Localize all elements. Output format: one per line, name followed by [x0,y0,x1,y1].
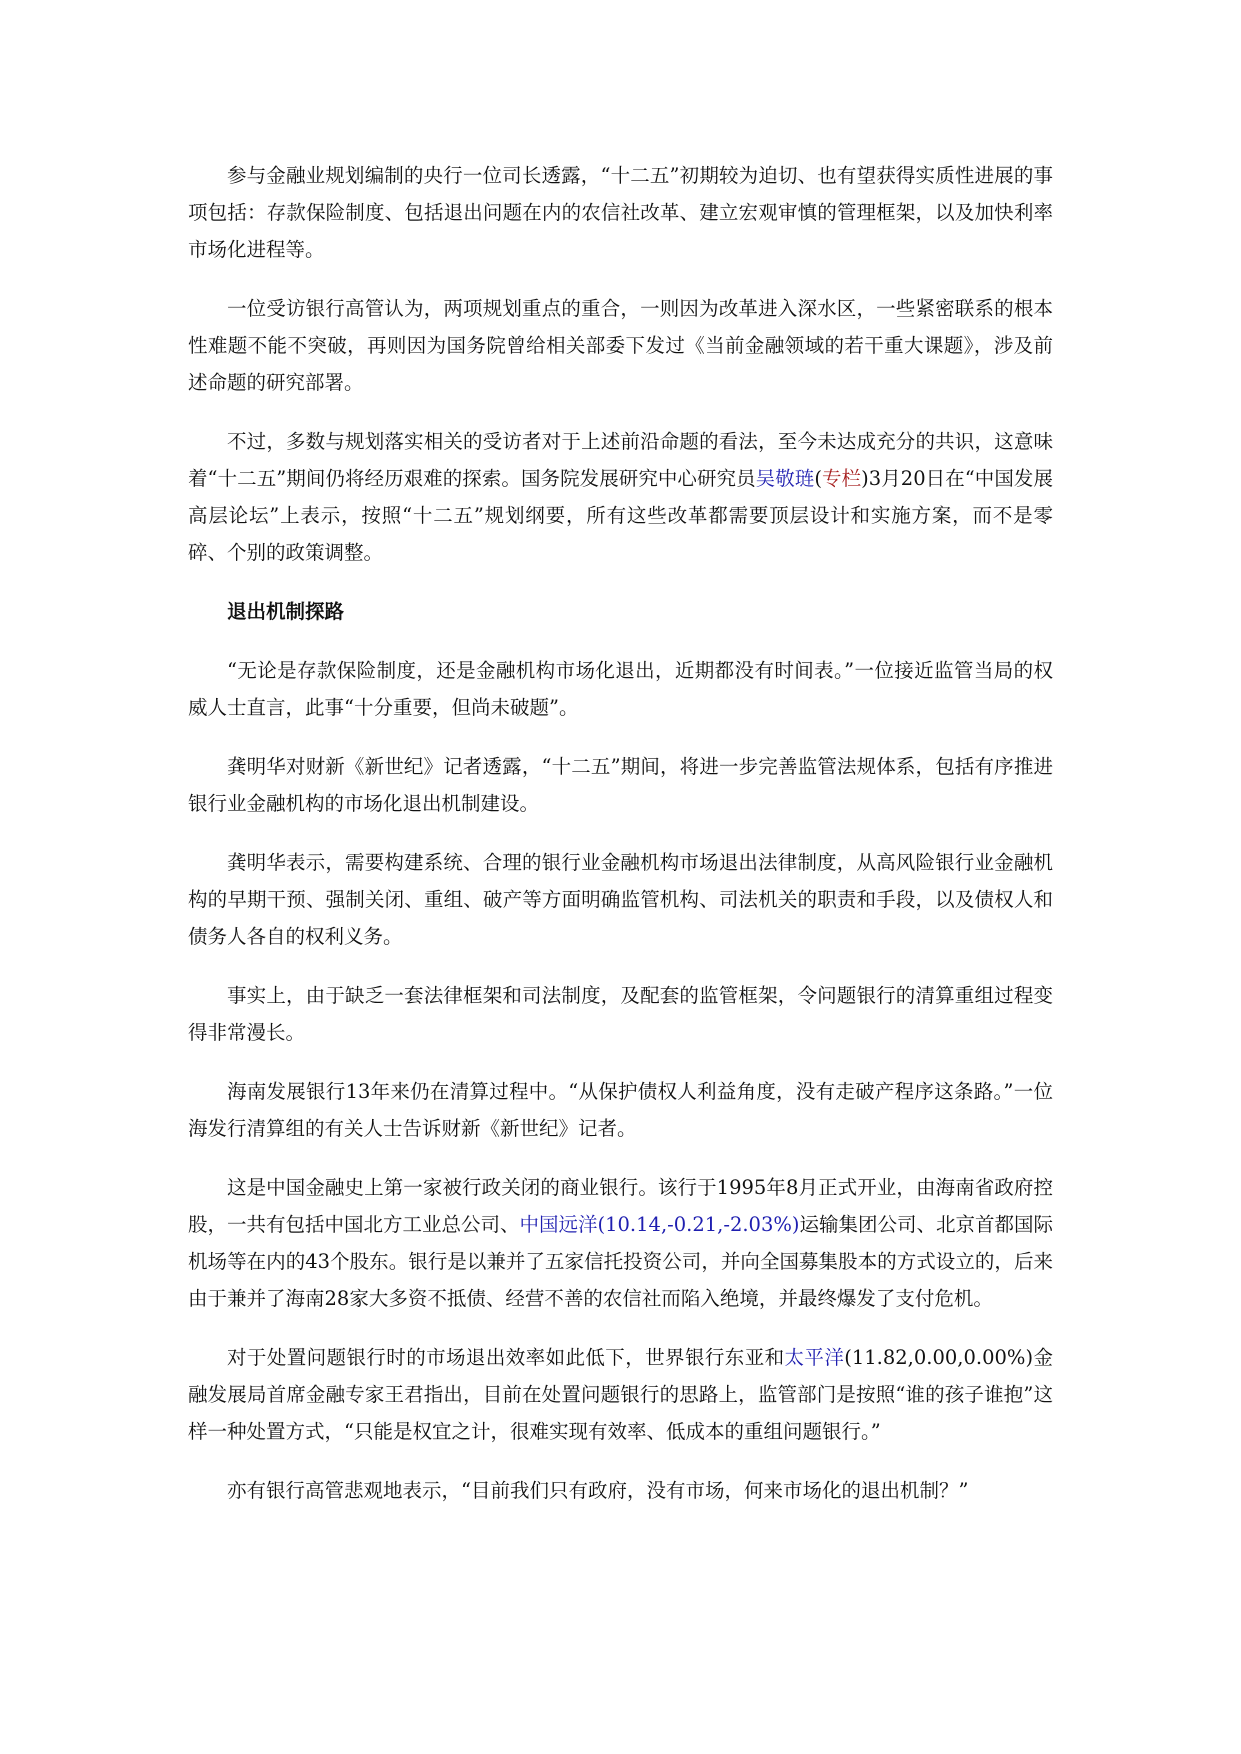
paren-close: ) [861,467,869,490]
paragraph-3-text-before: 不过，多数与规划落实相关的受访者对于上述前沿命题的看法，至今未达成充分的共识，这意味着“十二五”期间仍将经历艰难的探索。国务院发展研究中心研究员 [188,430,1053,490]
article-body [188,157,1053,1531]
paren-open: ( [814,467,822,490]
paragraph-5: 龚明华对财新《新世纪》记者透露，“十二五”期间，将进一步完善监管法规体系，包括有序推进银行业金融机构的市场化退出机制建设。 [188,755,1053,815]
paragraph-3 [188,423,1053,571]
paragraph-10-text-after: (11.82,0.00,0.00%)金融发展局首席金融专家王君指出，目前在处置问题银行的思路上，监管部门是按照“谁的孩子谁抱”这样一种处置方式，“只能是权宜之计，很难实现有效率、低成本的重组问题银行。” [188,1346,1053,1443]
column-link[interactable]: 专栏 [821,467,862,490]
paragraph-11: 亦有银行高管悲观地表示，“目前我们只有政府，没有市场，何来市场化的退出机制？” [227,1479,969,1502]
paragraph-9 [188,1169,1053,1317]
stock-link-pacific[interactable]: 太平洋 [784,1346,845,1369]
stock-link-cosco[interactable]: 中国远洋(10.14,-0.21,-2.03%) [519,1213,800,1236]
paragraph-9-text-before: 这是中国金融史上第一家被行政关闭的商业银行。该行于1995年8月正式开业，由海南省政府控股，一共有包括中国北方工业总公司、 [188,1176,1053,1236]
paragraph-2: 一位受访银行高管认为，两项规划重点的重合，一则因为改革进入深水区，一些紧密联系的根本性难题不能不突破，再则因为国务院曾给相关部委下发过《当前金融领域的若干重大课题》，涉及前述命题的研究部署。 [188,297,1053,394]
paragraph-10 [188,1339,1053,1450]
paragraph-8: 海南发展银行13年来仍在清算过程中。“从保护债权人利益角度，没有走破产程序这条路。”一位海发行清算组的有关人士告诉财新《新世纪》记者。 [188,1080,1053,1140]
paragraph-9-text-after: 运输集团公司、北京首都国际机场等在内的43个股东。银行是以兼并了五家信托投资公司，并向全国募集股本的方式设立的，后来由于兼并了海南28家大多资不抵债、经营不善的农信社而陷入绝境，并最终爆发了支付危机。 [188,1213,1054,1310]
paragraph-3-text-after: 3月20日在“中国发展高层论坛”上表示，按照“十二五”规划纲要，所有这些改革都需要顶层设计和实施方案，而不是零碎、个别的政策调整。 [188,467,1053,564]
paragraph-4: “无论是存款保险制度，还是金融机构市场化退出，近期都没有时间表。”一位接近监管当局的权威人士直言，此事“十分重要，但尚未破题”。 [188,659,1053,719]
paragraph-10-text-before: 对于处置问题银行时的市场退出效率如此低下，世界银行东亚和 [227,1346,785,1369]
section-heading: 退出机制探路 [227,600,345,623]
paragraph-6: 龚明华表示，需要构建系统、合理的银行业金融机构市场退出法律制度，从高风险银行业金融机构的早期干预、强制关闭、重组、破产等方面明确监管机构、司法机关的职责和手段，以及债权人和债务人各自的权利义务。 [188,851,1053,948]
paragraph-7: 事实上，由于缺乏一套法律框架和司法制度，及配套的监管框架，令问题银行的清算重组过程变得非常漫长。 [188,984,1053,1044]
person-link-wu-jinglian[interactable]: 吴敬琏 [755,467,815,490]
paragraph-1: 参与金融业规划编制的央行一位司长透露，“十二五”初期较为迫切、也有望获得实质性进展的事项包括：存款保险制度、包括退出问题在内的农信社改革、建立宏观审慎的管理框架，以及加快利率市场化进程等。 [188,164,1053,261]
